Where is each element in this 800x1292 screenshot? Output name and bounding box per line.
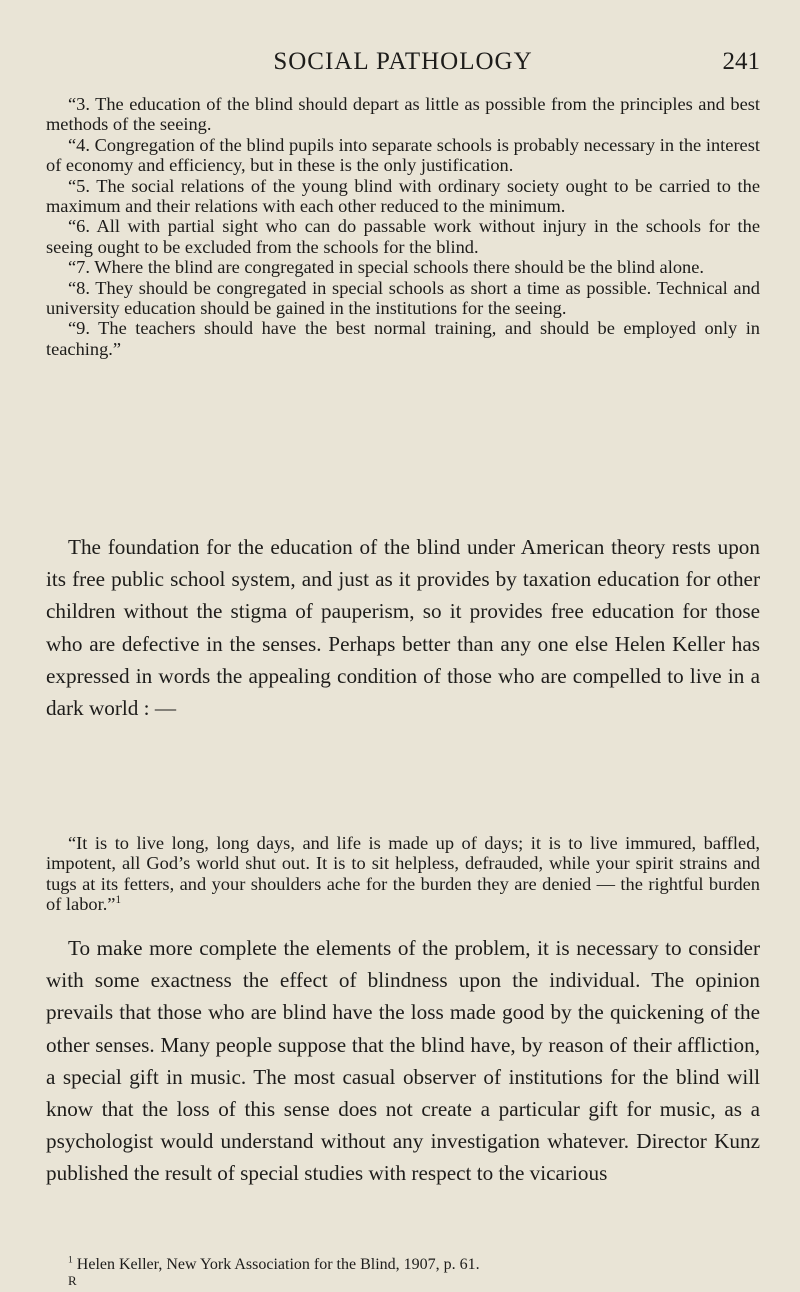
signature-mark: R bbox=[68, 1273, 77, 1288]
principle-item: “9. The teachers should have the best normal training, and should be employed only in teaching.” bbox=[46, 318, 760, 359]
body-paragraph-foundation bbox=[46, 531, 760, 724]
principle-item: “4. Congregation of the blind pupils into separate schools is probably necessary in the interest of economy and efficiency, but in these is the only justification. bbox=[46, 134, 760, 176]
running-title: SOCIAL PATHOLOGY bbox=[273, 48, 533, 75]
page-number: 241 bbox=[722, 48, 760, 75]
keller-block-quote bbox=[46, 833, 760, 915]
keller-quote-body: “It is to live long, long days, and life is made up of days; it is to live immured, baffled, impotent, all God’s world shut out. It is to sit helpless, defrauded, while your spirit strains and tugs at its fetters, and your shoulders ache for the burden they are denied — the rightful burden of labor.” bbox=[46, 833, 760, 915]
principle-item: “5. The social relations of the young blind with ordinary society ought to be carried to the maximum and their relations with each other reduced to the minimum. bbox=[46, 175, 760, 217]
footnote bbox=[46, 1256, 760, 1274]
paragraph-text: To make more complete the elements of the problem, it is necessary to consider with some exactness the effect of blindness upon the individual. The opinion prevails that those who are blind have the loss made good by the quickening of the other senses. Many people suppose that the blind have, by reason of their affliction, a special gift in music. The most casual observer of institutions for the blind will know that the loss of this sense does not create a particular gift for music, as a psychologist would understand without any investigation whatever. Director Kunz published the result of special studies with respect to the vicarious bbox=[46, 936, 760, 1186]
principle-item: “8. They should be congregated in special schools as short a time as possible. Technical and university education should be gained in the institutions for the seeing. bbox=[46, 277, 760, 319]
footnote-citation: Helen Keller, New York Association for the Blind, 1907, p. 61. bbox=[76, 1256, 480, 1273]
paragraph-text: The foundation for the education of the blind under American theory rests upon its free public school system, and just as it provides by taxation education for other children without the stigma of pauperism, so it provides free education for those who are defective in the senses. Perhaps better than any one else Helen Keller has expressed in words the appealing condition of those who are compelled to live in a dark world : — bbox=[46, 535, 760, 721]
body-paragraph-problem bbox=[46, 932, 760, 1190]
principle-item: “6. All with partial sight who can do passable work without injury in the schools for the seeing ought to be excluded from the schools for the blind. bbox=[46, 216, 760, 257]
principle-item: “7. Where the blind are congregated in special schools there should be the blind alone. bbox=[68, 257, 704, 278]
principle-item: “3. The education of the blind should depart as little as possible from the principles and best methods of the seeing. bbox=[46, 94, 760, 135]
footnote-text bbox=[46, 1256, 760, 1274]
footnote-marker: 1 bbox=[68, 1254, 73, 1266]
footnote-reference: 1 bbox=[115, 894, 121, 907]
quoted-principles-list bbox=[46, 94, 760, 359]
keller-quote-text bbox=[46, 833, 760, 915]
running-header bbox=[46, 48, 760, 82]
